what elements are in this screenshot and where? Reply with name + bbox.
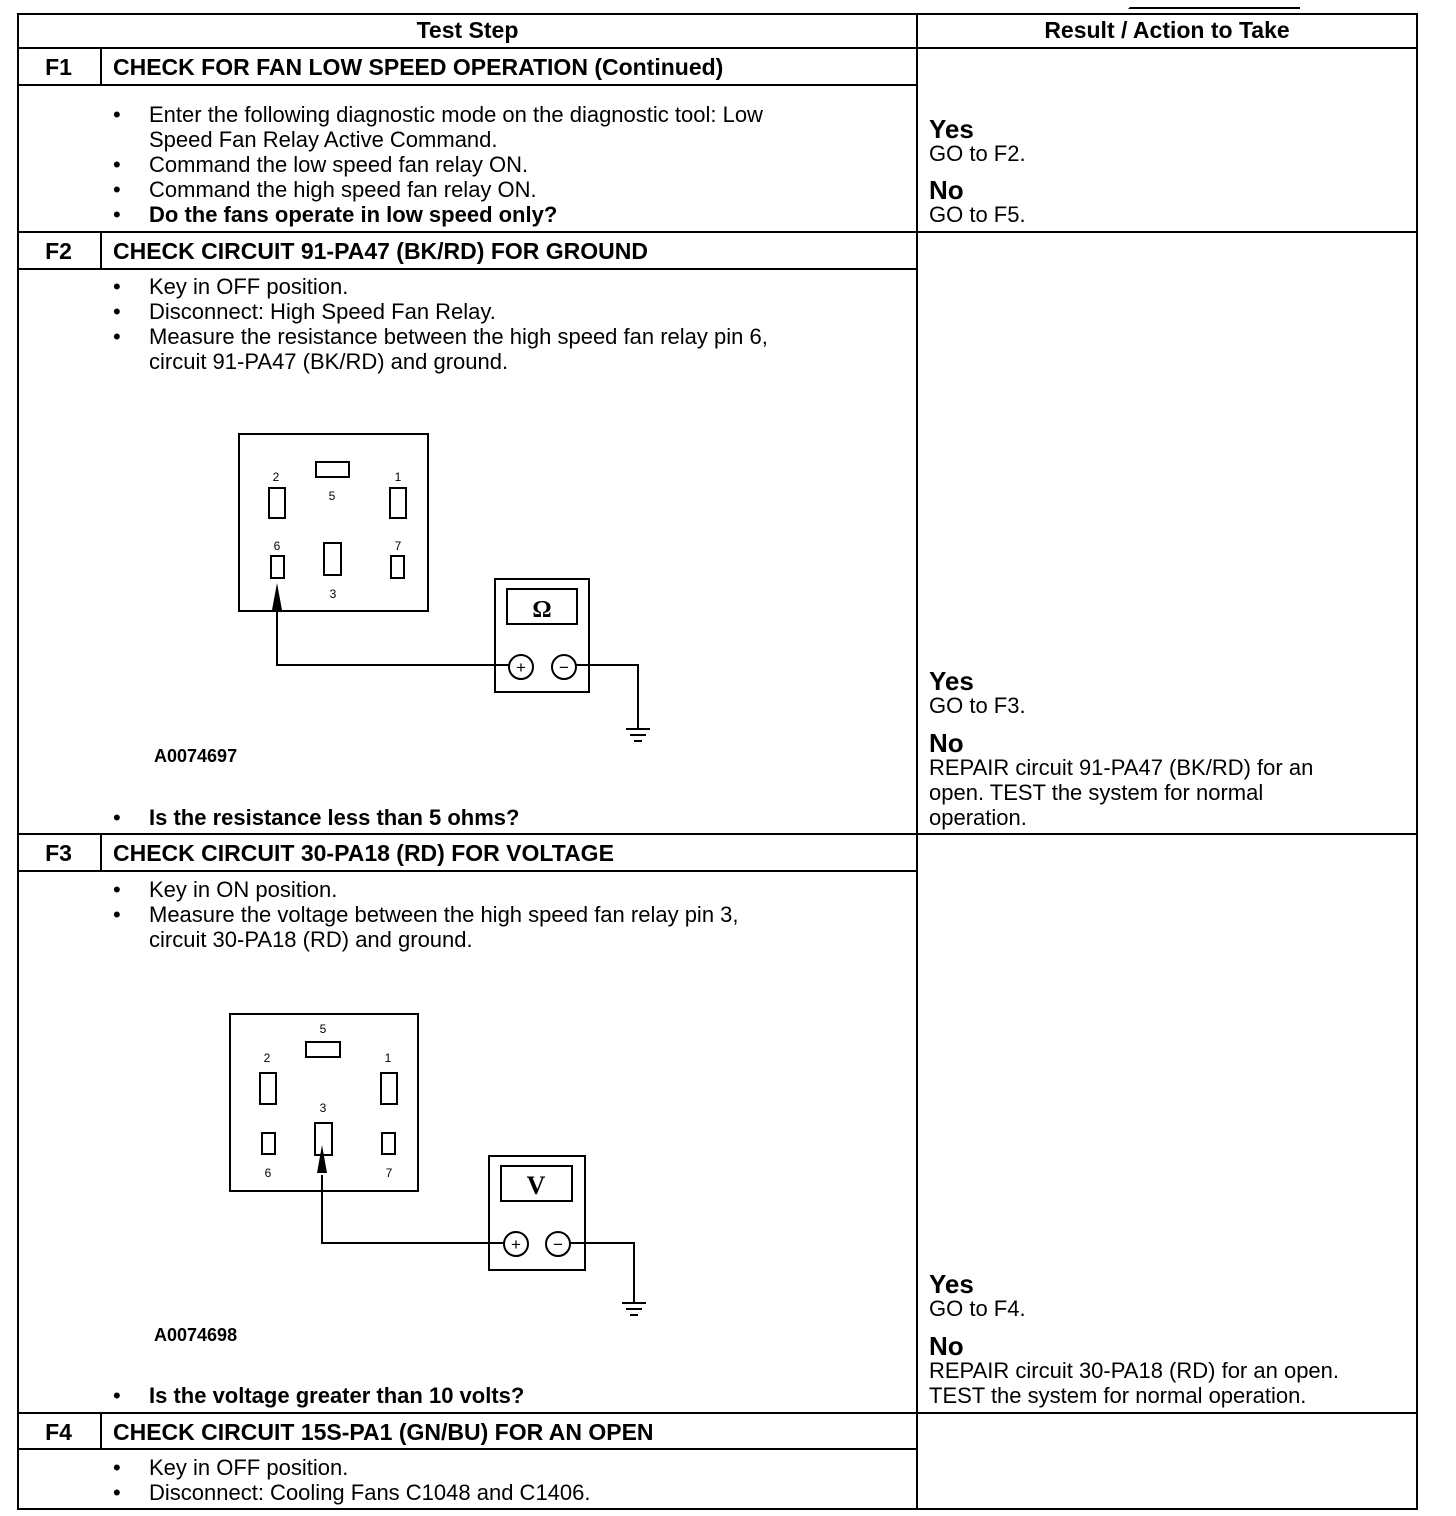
bullet-marker: • <box>113 1383 121 1408</box>
step-f4-item-2: Disconnect: Cooling Fans C1048 and C1406. <box>149 1480 591 1505</box>
pin-label-1: 1 <box>394 470 402 484</box>
header-result-action: Result / Action to Take <box>1044 17 1290 43</box>
pin-label-5: 5 <box>319 1022 327 1036</box>
bullet-marker: • <box>113 324 121 349</box>
relay-pin-5 <box>316 462 349 477</box>
f3-yes-label: Yes <box>929 1269 974 1299</box>
minus-sign: − <box>559 658 569 677</box>
plus-sign: + <box>511 1235 521 1254</box>
f2-yes-label: Yes <box>929 666 974 696</box>
step-f2-question: Is the resistance less than 5 ohms? <box>149 805 520 830</box>
step-id-f2: F2 <box>45 238 72 264</box>
step-f1-item-1-line-1: Enter the following diagnostic mode on the diagnostic tool: Low <box>149 102 763 127</box>
f3-no-action-line-1: REPAIR circuit 30-PA18 (RD) for an open. <box>929 1358 1340 1383</box>
relay-pin-6 <box>271 556 284 578</box>
step-f1-item-1-line-2: Speed Fan Relay Active Command. <box>149 127 498 152</box>
f3-yes-action: GO to F4. <box>929 1296 1026 1321</box>
step-id-f3: F3 <box>45 840 72 866</box>
figure-id-a0074698: A0074698 <box>154 1325 238 1345</box>
step-title-f4: CHECK CIRCUIT 15S-PA1 (GN/BU) FOR AN OPEN <box>113 1419 654 1445</box>
relay-pin-3 <box>324 543 341 575</box>
pin-label-5: 5 <box>328 489 336 503</box>
f1-yes-label: Yes <box>929 114 974 144</box>
bullet-marker: • <box>113 877 121 902</box>
relay-pin-2 <box>260 1073 276 1104</box>
step-f3-item-2-line-1: Measure the voltage between the high speed fan relay pin 3, <box>149 902 739 927</box>
f1-no-action: GO to F5. <box>929 202 1026 227</box>
cut-off-heading-fragment <box>1128 0 1300 9</box>
relay-pin-3 <box>315 1123 332 1155</box>
probe-arrow <box>317 1145 327 1173</box>
f1-no-label: No <box>929 175 964 205</box>
bullet-marker: • <box>113 202 121 227</box>
relay-pin-2 <box>269 488 285 518</box>
relay-connector-outline <box>239 434 428 611</box>
bullet-marker: • <box>113 177 121 202</box>
f2-yes-action: GO to F3. <box>929 693 1026 718</box>
minus-sign: − <box>553 1235 563 1254</box>
bullet-marker: • <box>113 299 121 324</box>
relay-pin-7 <box>382 1133 395 1154</box>
relay-pin-7 <box>391 556 404 578</box>
step-f4-item-1: Key in OFF position. <box>149 1455 349 1480</box>
test-lead-positive <box>322 1175 504 1243</box>
step-title-f2: CHECK CIRCUIT 91-PA47 (BK/RD) FOR GROUND <box>113 238 648 264</box>
bullet-marker: • <box>113 102 121 127</box>
step-f3-item-2-line-2: circuit 30-PA18 (RD) and ground. <box>149 927 473 952</box>
step-f2-item-2: Disconnect: High Speed Fan Relay. <box>149 299 496 324</box>
bullet-marker: • <box>113 1480 121 1505</box>
step-f2-item-3-line-1: Measure the resistance between the high speed fan relay pin 6, <box>149 324 768 349</box>
test-lead-positive <box>277 610 509 665</box>
pin-label-1: 1 <box>384 1051 392 1065</box>
f3-no-label: No <box>929 1331 964 1361</box>
f2-no-action-line-1: REPAIR circuit 91-PA47 (BK/RD) for an <box>929 755 1314 780</box>
bullet-marker: • <box>113 152 121 177</box>
step-id-f1: F1 <box>45 54 72 80</box>
step-id-f4: F4 <box>45 1419 72 1445</box>
test-lead-ground <box>576 665 638 729</box>
step-f2-item-3-line-2: circuit 91-PA47 (BK/RD) and ground. <box>149 349 509 374</box>
relay-pin-1 <box>390 488 406 518</box>
plus-sign: + <box>516 658 526 677</box>
figure-id-a0074697: A0074697 <box>154 746 238 766</box>
relay-pin-1 <box>381 1073 397 1104</box>
volt-symbol: V <box>526 1171 546 1200</box>
pin-label-2: 2 <box>263 1051 271 1065</box>
relay-voltage-diagram <box>220 1005 660 1330</box>
step-title-f1: CHECK FOR FAN LOW SPEED OPERATION (Continued) <box>113 54 724 80</box>
f1-yes-action: GO to F2. <box>929 141 1026 166</box>
step-f1-question: Do the fans operate in low speed only? <box>149 202 558 227</box>
ohmmeter-body <box>495 579 589 692</box>
pin-label-2: 2 <box>272 470 280 484</box>
pin-label-6: 6 <box>264 1166 272 1180</box>
test-lead-ground <box>570 1243 634 1303</box>
f2-no-action-line-2: open. TEST the system for normal <box>929 780 1264 805</box>
probe-arrow <box>272 583 282 610</box>
pin-label-7: 7 <box>394 539 402 553</box>
pin-label-3: 3 <box>329 587 337 601</box>
relay-pin-5 <box>306 1042 340 1057</box>
relay-resistance-diagram <box>230 425 670 750</box>
pin-label-6: 6 <box>273 539 281 553</box>
bullet-marker: • <box>113 274 121 299</box>
step-f2-item-1: Key in OFF position. <box>149 274 349 299</box>
ohm-symbol: Ω <box>532 597 552 623</box>
bullet-marker: • <box>113 805 121 830</box>
bullet-marker: • <box>113 1455 121 1480</box>
bullet-marker: • <box>113 902 121 927</box>
step-f3-question: Is the voltage greater than 10 volts? <box>149 1383 525 1408</box>
header-test-step: Test Step <box>416 17 519 43</box>
relay-pin-6 <box>262 1133 275 1154</box>
f2-no-action-line-3: operation. <box>929 805 1027 830</box>
step-f1-item-3: Command the high speed fan relay ON. <box>149 177 537 202</box>
step-title-f3: CHECK CIRCUIT 30-PA18 (RD) FOR VOLTAGE <box>113 840 614 866</box>
f2-no-label: No <box>929 728 964 758</box>
step-f1-item-2: Command the low speed fan relay ON. <box>149 152 529 177</box>
pin-label-7: 7 <box>385 1166 393 1180</box>
step-f3-item-1: Key in ON position. <box>149 877 338 902</box>
f3-no-action-line-2: TEST the system for normal operation. <box>929 1383 1307 1408</box>
pin-label-3: 3 <box>319 1101 327 1115</box>
